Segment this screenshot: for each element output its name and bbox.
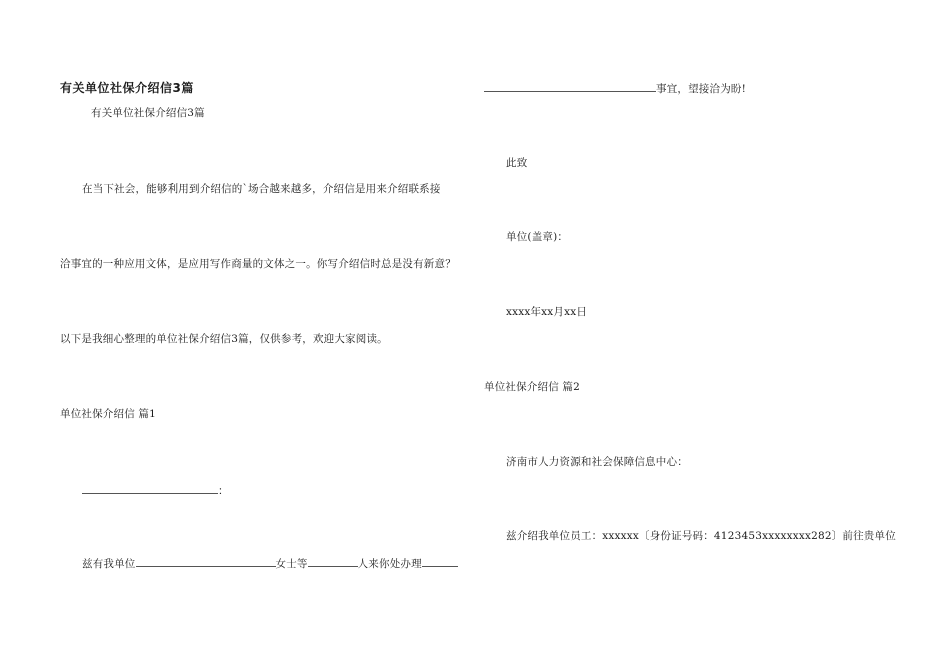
salutation-line bbox=[82, 483, 229, 498]
fill-blank bbox=[308, 556, 358, 567]
paragraph-line: 在当下社会，能够利用到介绍信的`场合越来越多，介绍信是用来介绍联系接 bbox=[82, 183, 441, 195]
continuation-line bbox=[484, 81, 746, 96]
fill-blank bbox=[484, 81, 656, 92]
document-title: 有关单位社保介绍信3篇 bbox=[60, 81, 194, 95]
body-mid-text: 女士等 bbox=[275, 558, 308, 570]
date-line: xxxx年xx月xx日 bbox=[506, 306, 588, 318]
body-prefix: 兹有我单位 bbox=[82, 558, 136, 570]
letter-body-line: 兹介绍我单位员工：xxxxxx〔身份证号码：4123453xxxxxxxx282〕前往贵单位 bbox=[506, 530, 896, 542]
document-subtitle: 有关单位社保介绍信3篇 bbox=[91, 107, 205, 119]
paragraph-line: 以下是我细心整理的单位社保介绍信3篇，仅供参考，欢迎大家阅读。 bbox=[60, 333, 388, 345]
unit-seal-label: 单位(盖章)： bbox=[506, 231, 569, 243]
salutation-colon: ： bbox=[218, 485, 229, 497]
addressee-line: 济南市人力资源和社会保障信息中心： bbox=[506, 456, 688, 468]
fill-blank bbox=[422, 556, 458, 567]
letter-body-line bbox=[82, 556, 458, 571]
paragraph-line: 洽事宜的一种应用文体，是应用写作商量的文体之一。你写介绍信时总是没有新意？ bbox=[60, 258, 456, 270]
body-mid-text: 人来你处办理 bbox=[357, 558, 422, 570]
fill-blank bbox=[136, 556, 276, 567]
closing-text: 此致 bbox=[506, 157, 528, 169]
fill-blank bbox=[82, 483, 218, 494]
section-heading: 单位社保介绍信 篇1 bbox=[60, 408, 157, 420]
continuation-text: 事宜，望接洽为盼! bbox=[656, 83, 747, 95]
section-heading: 单位社保介绍信 篇2 bbox=[484, 381, 581, 393]
